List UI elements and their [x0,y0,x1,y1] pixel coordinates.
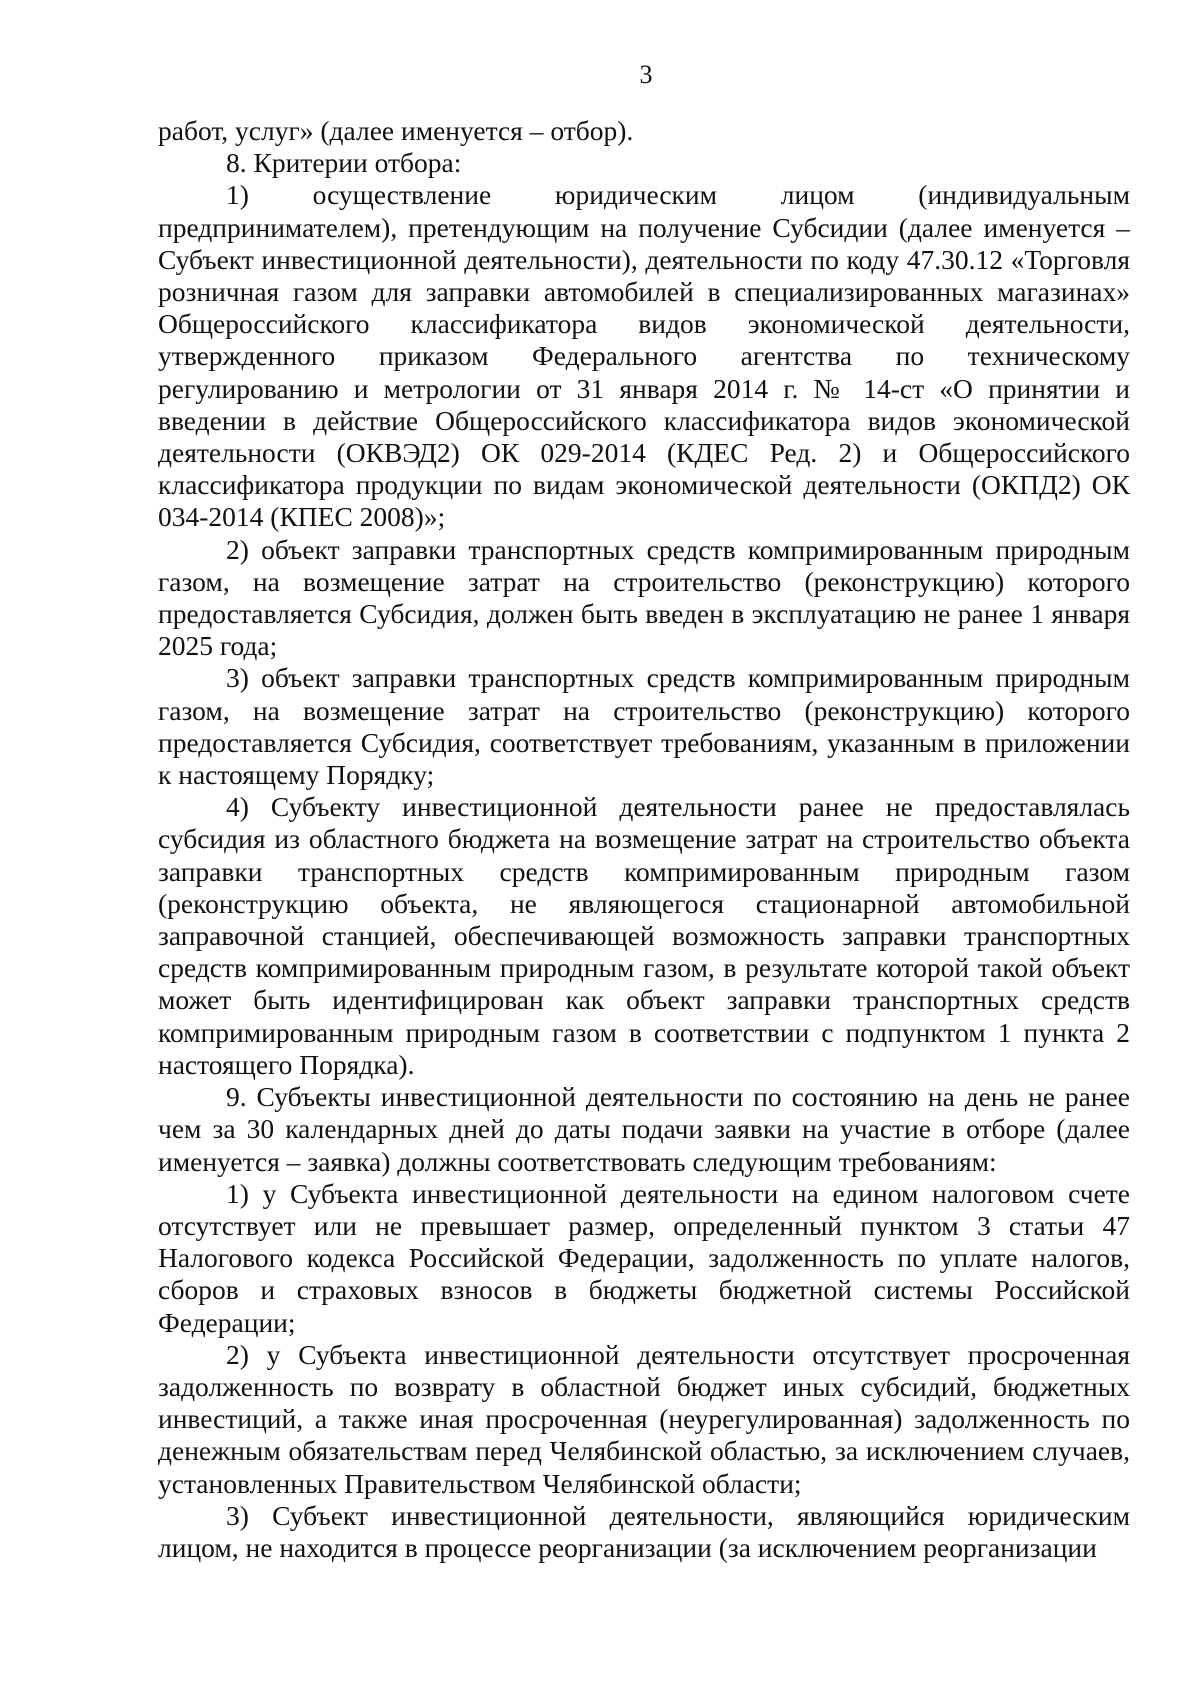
paragraph-continuation: работ, услуг» (далее именуется – отбор). [158,115,634,146]
paragraph-section-8: 8. Критерии отбора: [226,147,462,179]
page-number: 3 [639,60,653,89]
paragraph-requirement-2: 2) у Субъекта инвестиционной деятельности отсутствует просроченная задолженность по возврату в областной бюджет иных субсидий, бюджетных инвестиций, а также иная просроченная (неурегулированная) задолженность по денежным обязательствам перед Челябинской областью, за исключением случаев, установленных Правительством Челябинской области; [158,1338,1130,1499]
paragraph-criterion-1: 1) осуществление юридическим лицом (индивидуальным предпринимателем), претендующим на получение Субсидии (далее именуется – Субъект инвестиционной деятельности), деятельности по коду 47.30.12 «Торговля розничная газом для заправки автомобилей в специализированных магазинах» Общероссийского классификатора видов экономической деятельности, утвержденного приказом Федерального агентства по техническому регулированию и метрологии от 31 января 2014 г. № 14-ст «О принятии и введении в действие Общероссийского классификатора видов экономической деятельности (ОКВЭД2) ОК 029-2014 (КДЕС Ред. 2) и Общероссийского классификатора продукции по видам экономической деятельности (ОКПД2) ОК 034-2014 (КПЕС 2008)»; [158,179,1130,533]
paragraph-criterion-2: 2) объект заправки транспортных средств компримированным природным газом, на возмещение затрат на строительство (реконструкцию) которого предоставляется Субсидия, должен быть введен в эксплуатацию не ранее 1 января 2025 года; [158,533,1130,662]
paragraph-requirement-1: 1) у Субъекта инвестиционной деятельности на едином налоговом счете отсутствует или не превышает размер, определенный пунктом 3 статьи 47 Налогового кодекса Российской Федерации, задолженность по уплате налогов, сборов и страховых взносов в бюджеты бюджетной системы Российской Федерации; [158,1177,1130,1338]
body-text [158,115,1130,1564]
paragraph-requirement-3: 3) Субъект инвестиционной деятельности, являющийся юридическим лицом, не находится в процессе реорганизации (за исключением реорганизации [158,1499,1130,1563]
paragraph-section-9: 9. Субъекты инвестиционной деятельности по состоянию на день не ранее чем за 30 календарных дней до даты подачи заявки на участие в отборе (далее именуется – заявка) должны соответствовать следующим требованиям: [158,1081,1130,1177]
paragraph-criterion-4: 4) Субъекту инвестиционной деятельности ранее не предоставлялась субсидия из областного бюджета на возмещение затрат на строительство объекта заправки транспортных средств компримированным природным газом (реконструкцию объекта, не являющегося стационарной автомобильной заправочной станцией, обеспечивающей возможность заправки транспортных средств компримированным природным газом, в результате которой такой объект может быть идентифицирован как объект заправки транспортных средств компримированным природным газом в соответствии с подпунктом 1 пункта 2 настоящего Порядка). [158,791,1130,1080]
paragraph-criterion-3: 3) объект заправки транспортных средств компримированным природным газом, на возмещение затрат на строительство (реконструкцию) которого предоставляется Субсидия, соответствует требованиям, указанным в приложении к настоящему Порядку; [158,662,1130,791]
